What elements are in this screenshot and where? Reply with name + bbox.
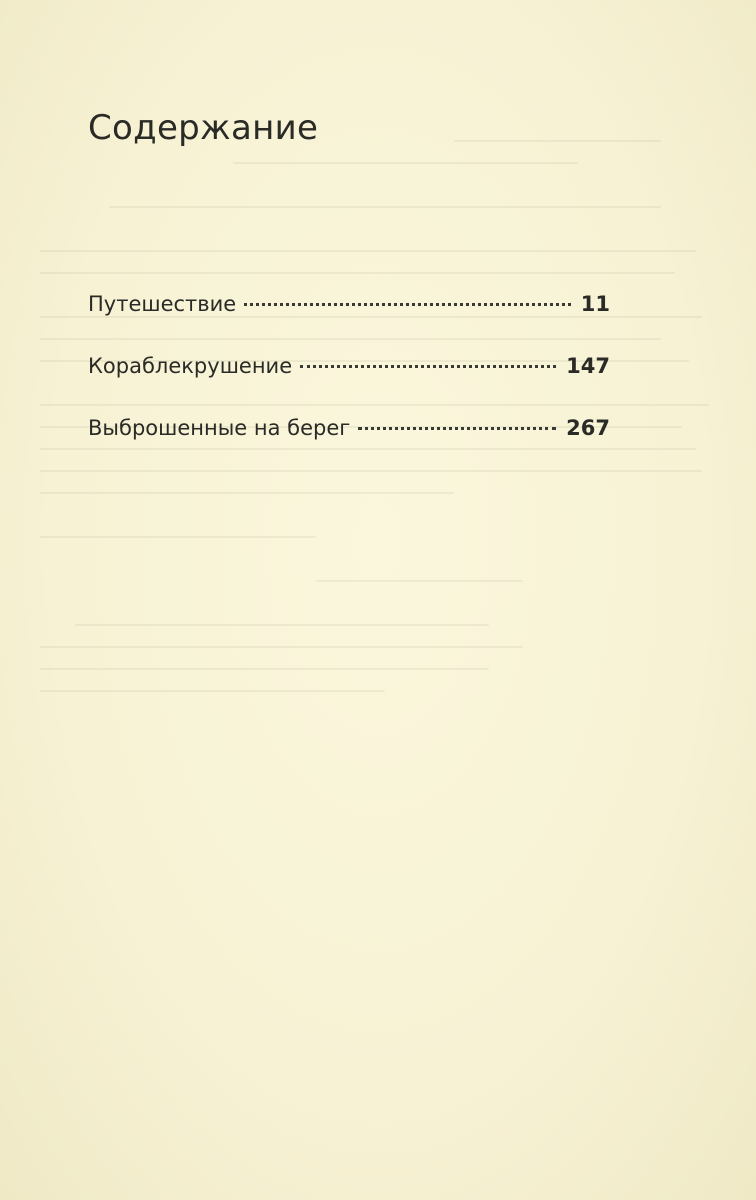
toc-entry-page-number: 267	[566, 416, 610, 440]
reverse-side-bleed-through	[40, 140, 730, 1040]
dot-leader	[244, 303, 571, 306]
toc-entry-title: Путешествие	[88, 292, 237, 316]
dot-leader	[358, 427, 556, 430]
toc-entry-title: Выброшенные на берег	[88, 416, 351, 440]
toc-entry[interactable]	[88, 354, 610, 416]
dot-leader	[300, 365, 556, 368]
page-title: Содержание	[88, 108, 319, 148]
toc-entry[interactable]	[88, 416, 610, 478]
toc-entry-title: Кораблекрушение	[88, 354, 293, 378]
toc-entry-page-number: 11	[580, 292, 610, 316]
toc-entry[interactable]	[88, 292, 610, 354]
toc-entry-page-number: 147	[566, 354, 610, 378]
table-of-contents	[88, 292, 610, 478]
